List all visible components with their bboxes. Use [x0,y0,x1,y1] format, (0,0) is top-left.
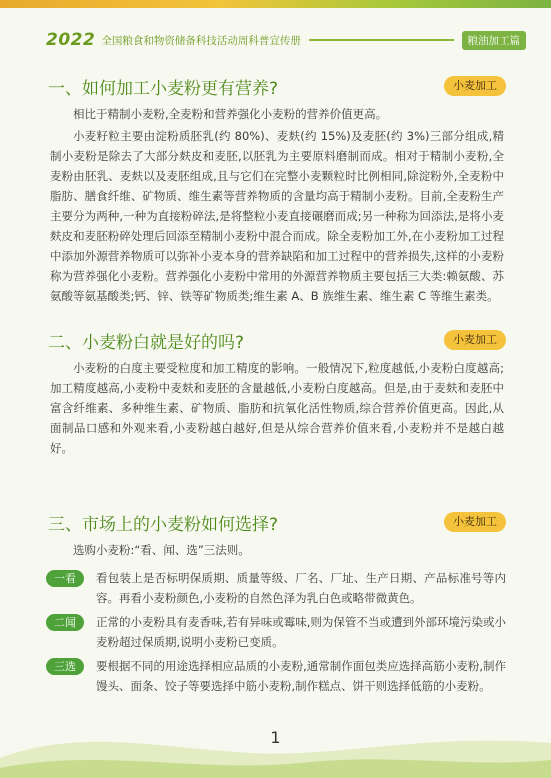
section-3-title: 三、市场上的小麦粉如何选择? [48,515,279,535]
tip-look [46,568,506,608]
section-1-badge: 小麦加工 [444,76,506,96]
tip-smell-label: 二闻 [46,614,84,631]
section-1-para-2: 小麦籽粒主要由淀粉质胚乳(约 80%)、麦麸(约 15%)及麦胚(约 3%)三部分组成,精制小麦粉是除去了大部分麸皮和麦胚,以胚乳为主要原料磨制而成。相对于精制小麦粉,全麦粉由胚乳、麦麸以及麦胚组成,且与它们在完整小麦颗粒时比例相同,除淀粉外,全麦粉中脂肪、膳食纤维、矿物质、维生素等营养物质的含量均高于精制小麦粉。目前,全麦粉生产主要分为两种,一种为直接粉碎法,是将整粒小麦直接碾磨而成;另一种称为回添法,是将小麦麸皮和麦胚粉碎处理后回添至精制小麦粉中混合而成。除全麦粉加工外,在小麦粉加工过程中添加外源营养物质可以弥补小麦本身的营养缺陷和加工过程中的营养损失,这样的小麦粉称为营养强化小麦粉。营养强化小麦粉中常用的外源营养物质主要包括三大类:赖氨酸、苏氨酸等氨基酸类;钙、锌、铁等矿物质类;维生素 A、B 族维生素、维生素 C 等维生素类。 [50,129,504,303]
header-divider [309,39,454,41]
tip-choose-label: 三选 [46,658,84,675]
section-1-title: 一、如何加工小麦粉更有营养? [48,79,279,99]
tip-smell [46,612,506,652]
section-2-badge: 小麦加工 [444,330,506,350]
page-header [46,28,526,52]
tip-look-text: 看包装上是否标明保质期、质量等级、厂名、厂址、生产日期、产品标准号等内容。再看小麦粉颜色,小麦粉的自然色泽为乳白色或略带微黄色。 [96,571,506,605]
decorative-hills [0,718,551,778]
tip-choose-text: 要根据不同的用途选择相应品质的小麦粉,通常制作面包类应选择高筋小麦粉,制作馒头、面条、饺子等要选择中筋小麦粉,制作糕点、饼干则选择低筋的小麦粉。 [96,659,506,693]
tip-look-label: 一看 [46,570,84,587]
tip-choose [46,656,506,696]
header-title: 全国粮食和物资储备科技活动周科普宣传册 [101,34,301,47]
section-2-para-1: 小麦粉的白度主要受粒度和加工精度的影响。一般情况下,粒度越低,小麦粉白度越高;加工精度越高,小麦粉中麦麸和麦胚的含量越低,小麦粉白度越高。但是,由于麦麸和麦胚中富含纤维素、多种维生素、矿物质、脂肪和抗氧化活性物质,综合营养价值更高。因此,从面制品口感和外观来看,小麦粉越白越好,但是从综合营养价值来看,小麦粉并不是越白越好。 [50,361,504,455]
page-number: 1 [270,728,281,747]
section-2-title: 二、小麦粉白就是好的吗? [48,333,245,353]
section-1-para-1: 相比于精制小麦粉,全麦粉和营养强化小麦粉的营养价值更高。 [73,107,388,121]
tip-smell-text: 正常的小麦粉具有麦香味,若有异味或霉味,则为保管不当或遭到外部环境污染或小麦粉超过保质期,说明小麦粉已变质。 [96,615,506,649]
section-3-badge: 小麦加工 [444,512,506,532]
top-color-bar [0,0,551,8]
header-year: 2022 [46,30,96,50]
header-category-tag: 粮油加工篇 [462,31,527,50]
section-3-intro: 选购小麦粉:“看、闻、选”三法则。 [73,543,250,557]
